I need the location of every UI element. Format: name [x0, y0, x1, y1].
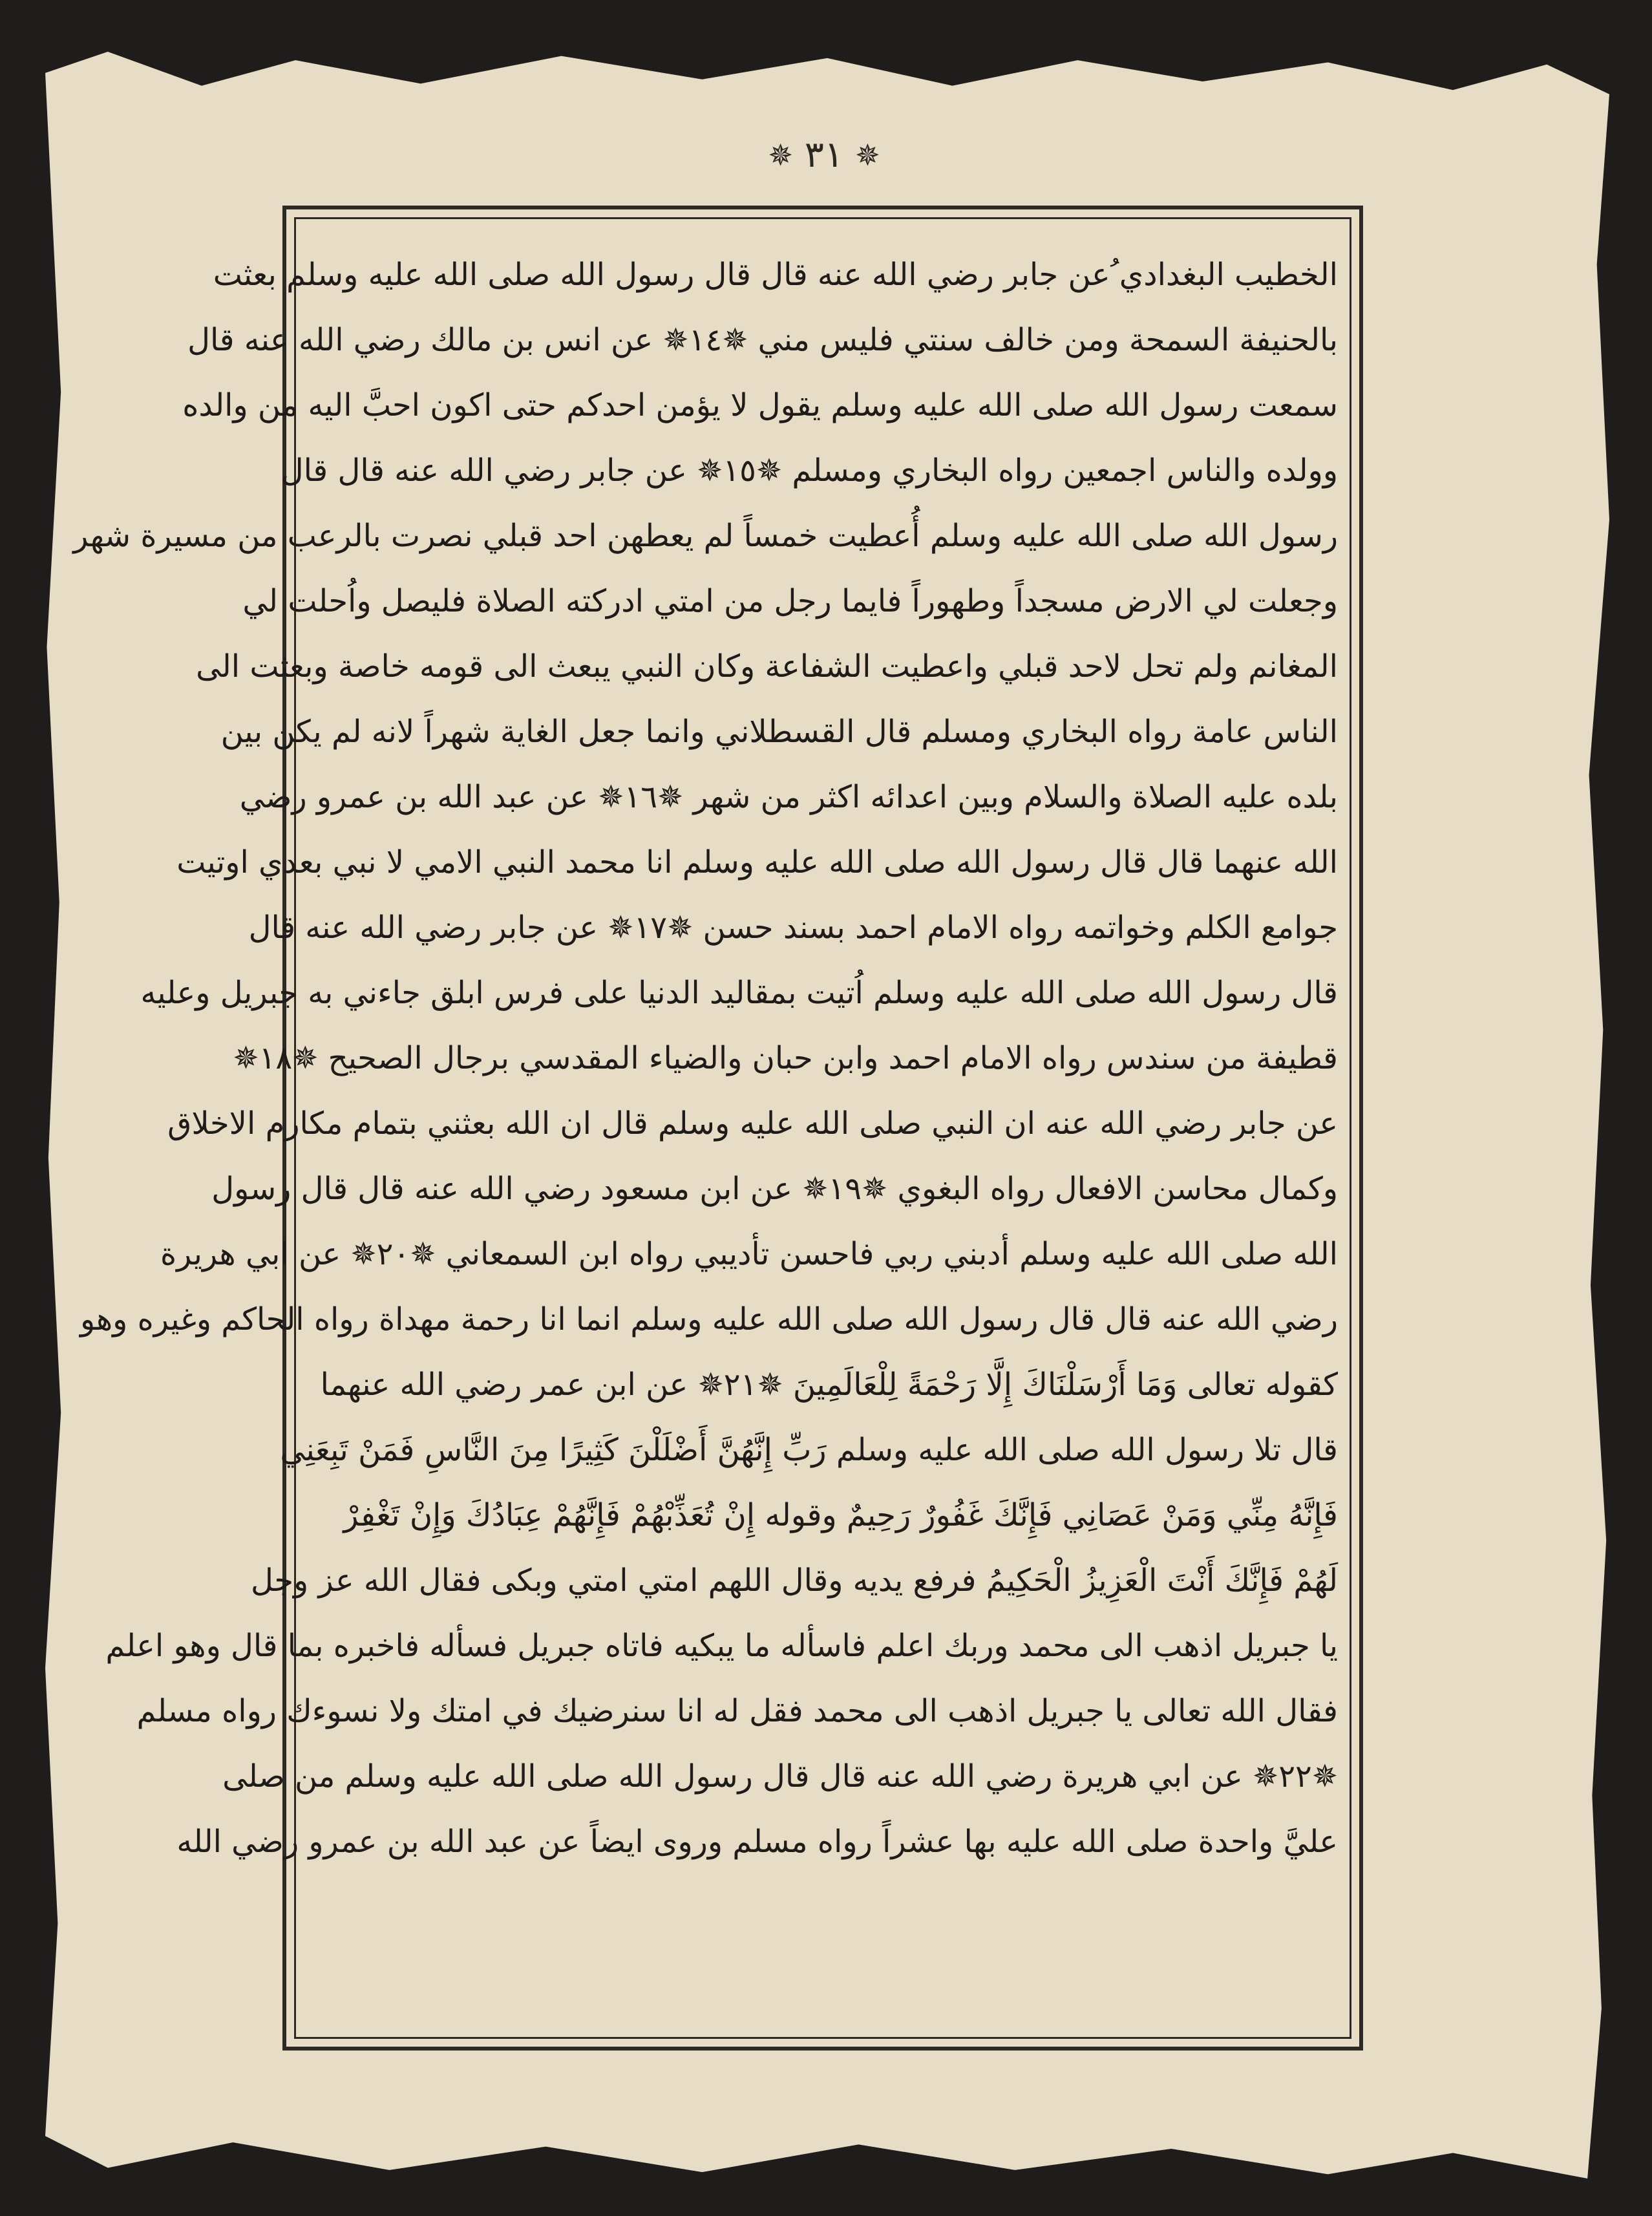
text-line: المغانم ولم تحل لاحد قبلي واعطيت الشفاعة وكان النبي يبعث الى قومه خاصة وبعثت الى — [196, 648, 1338, 685]
text-line: قال رسول الله صلى الله عليه وسلم اُتيت بمقاليد الدنيا على فرس ابلق جاءني به جبريل وعليه — [140, 975, 1338, 1011]
text-line: قال تلا رسول الله صلى الله عليه وسلم رَبِّ إِنَّهُنَّ أَضْلَلْنَ كَثِيرًا مِنَ النَّاسِ فَمَنْ تَبِعَنِي — [280, 1432, 1338, 1468]
page-number-header — [730, 129, 918, 181]
text-line: ✵٢٢✵ عن ابي هريرة رضي الله عنه قال قال رسول الله صلى الله عليه وسلم من صلى — [222, 1758, 1338, 1795]
text-line: قطيفة من سندس رواه الامام احمد وابن حبان والضياء المقدسي برجال الصحيح ✵١٨✵ — [233, 1040, 1338, 1076]
text-line: الله عنهما قال قال رسول الله صلى الله عليه وسلم انا محمد النبي الامي لا نبي بعدي اوتيت — [176, 844, 1338, 880]
page-number: ٣١ — [804, 134, 844, 176]
text-line: كقوله تعالى وَمَا أَرْسَلْنَاكَ إِلَّا رَحْمَةً لِلْعَالَمِينَ ✵٢١✵ عن ابن عمر رضي الله عنهما — [320, 1367, 1338, 1403]
text-line: سمعت رسول الله صلى الله عليه وسلم يقول لا يؤمن احدكم حتى اكون احبَّ اليه من والده — [182, 387, 1338, 423]
text-line: رضي الله عنه قال قال رسول الله صلى الله عليه وسلم انما انا رحمة مهداة رواه الحاكم وغيره وهو — [80, 1301, 1338, 1337]
text-line: يا جبريل اذهب الى محمد وربك اعلم فاسأله ما يبكيه فاتاه جبريل فسأله فاخبره بما قال وهو اعلم — [105, 1628, 1338, 1664]
text-line: فقال الله تعالى يا جبريل اذهب الى محمد فقل له انا سنرضيك في امتك ولا نسوءك رواه مسلم — [136, 1693, 1338, 1729]
text-line: عليَّ واحدة صلى الله عليه بها عشراً رواه مسلم وروى ايضاً عن عبد الله بن عمرو رضي الله — [176, 1824, 1338, 1860]
star-ornament-icon: ✵ — [768, 138, 793, 173]
text-line: رسول الله صلى الله عليه وسلم أُعطيت خمساً لم يعطهن احد قبلي نصرت بالرعب من مسيرة شهر — [73, 518, 1338, 554]
text-line: وولده والناس اجمعين رواه البخاري ومسلم ✵١٥✵ عن جابر رضي الله عنه قال قال — [281, 453, 1338, 489]
text-line: فَإِنَّهُ مِنِّي وَمَنْ عَصَانِي فَإِنَّكَ غَفُورٌ رَحِيمٌ وقوله إِنْ تُعَذِّبْهُمْ فَإِنَّهُمْ عِبَادُكَ وَإِنْ تَغْفِرْ — [343, 1497, 1338, 1533]
text-line: جوامع الكلم وخواتمه رواه الامام احمد بسند حسن ✵١٧✵ عن جابر رضي الله عنه قال — [248, 910, 1338, 946]
text-line: لَهُمْ فَإِنَّكَ أَنْتَ الْعَزِيزُ الْحَكِيمُ فرفع يديه وقال اللهم امتي امتي وبكى فقال الله عز وجل — [251, 1562, 1338, 1599]
star-ornament-icon: ✵ — [855, 138, 880, 173]
text-line: وكمال محاسن الافعال رواه البغوي ✵١٩✵ عن ابن مسعود رضي الله عنه قال قال رسول — [211, 1171, 1338, 1207]
text-line: الناس عامة رواه البخاري ومسلم قال القسطلاني وانما جعل الغاية شهراً لانه لم يكن بين — [220, 714, 1338, 750]
text-line: بالحنيفة السمحة ومن خالف سنتي فليس مني ✵١٤✵ عن انس بن مالك رضي الله عنه قال — [187, 322, 1338, 358]
text-line: الخطيب البغدادي ُعن جابر رضي الله عنه قال قال رسول الله صلى الله عليه وسلم بعثت — [213, 257, 1338, 293]
text-line: وجعلت لي الارض مسجداً وطهوراً فايما رجل من امتي ادركته الصلاة فليصل واُحلت لي — [242, 583, 1338, 619]
text-line: عن جابر رضي الله عنه ان النبي صلى الله عليه وسلم قال ان الله بعثني بتمام مكارم الاخلاق — [167, 1105, 1338, 1142]
body-text — [73, 242, 1338, 2027]
text-line: بلده عليه الصلاة والسلام وبين اعدائه اكثر من شهر ✵١٦✵ عن عبد الله بن عمرو رضي — [239, 779, 1338, 815]
text-line: الله صلى الله عليه وسلم أدبني ربي فاحسن تأديبي رواه ابن السمعاني ✵٢٠✵ عن ابي هريرة — [160, 1236, 1338, 1272]
